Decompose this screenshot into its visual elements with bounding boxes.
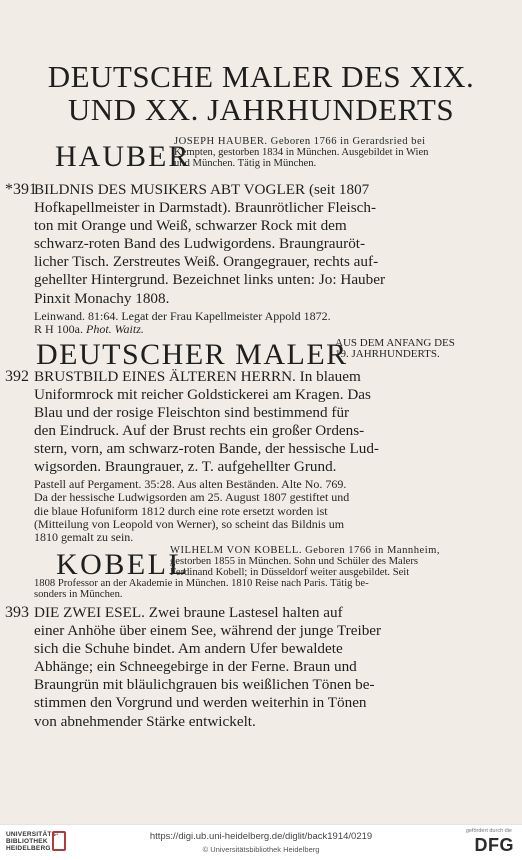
artist-bio-kobell-1: WILHELM VON KOBELL. Geboren 1766 in Mannheim,	[170, 545, 441, 556]
artist-bio-hauber-2: Kempten, gestorben 1834 in München. Ausgebildet in Wien	[174, 147, 429, 158]
artist-bio-kobell-3: Ferdinand Kobell; in Düsseldorf weiter ausgebildet. Seit	[170, 567, 410, 578]
description-line: schwarz-roten Band des Ludwigordens. Braungrauröt-	[34, 235, 366, 253]
dfg-logo[interactable]: DFG	[474, 835, 514, 855]
inventory-number: R H 100a.	[34, 322, 83, 337]
entry-description-392	[34, 368, 471, 477]
artist-name-deutscher-maler: DEUTSCHER MALER	[36, 338, 348, 371]
artist-bio-kobell-2: gestorben 1855 in München. Sohn und Schüler des Malers	[170, 556, 419, 567]
artist-bio-hauber-3: und München. Tätig in München.	[174, 158, 317, 169]
description-line: BRUSTBILD EINES ÄLTEREN HERRN. In blauem	[34, 368, 361, 385]
entry-details-392	[34, 478, 471, 544]
description-line: DIE ZWEI ESEL. Zwei braune Lastesel halten auf	[34, 604, 343, 621]
funding-note: gefördert durch die	[465, 828, 512, 834]
logo-text-line: UNIVERSITÄTS-	[6, 831, 59, 838]
page-title-line-1: DEUTSCHE MALER DES XIX.	[47, 59, 475, 94]
artist-bio-deutscher-2: 19. JAHRHUNDERTS.	[335, 348, 440, 360]
description-line: stern, vorn, am schwarz-roten Bande, der hessische Lud-	[34, 440, 379, 458]
description-line: den Eindruck. Auf der Brust rechts ein großer Ordens-	[34, 422, 365, 440]
viewer-footer	[0, 824, 522, 860]
details-line: 1810 gemalt zu sein.	[34, 530, 134, 545]
description-line: Pinxit Monachy 1808.	[34, 289, 170, 307]
description-line: sich die Schuhe bindet. Am andern Ufer bewaldete	[34, 640, 343, 658]
permalink-url[interactable]: https://digi.ub.uni-heidelberg.de/diglit/back1914/0219	[149, 831, 373, 842]
copyright-notice: © Universitätsbibliothek Heidelberg	[202, 845, 320, 854]
entry-description-393	[34, 604, 471, 731]
description-line: Uniformrock mit reicher Goldstickerei am Kragen. Das	[34, 386, 371, 404]
description-line: Hofkapellmeister in Darmstadt). Braunrötlicher Fleisch-	[34, 199, 377, 217]
description-line: von abnehmender Stärke entwickelt.	[34, 712, 256, 730]
artist-name-kobell: KOBELL	[56, 548, 190, 581]
artist-name-hauber: HAUBER	[55, 140, 191, 173]
description-line: Abhänge; ein Schneegebirge in der Ferne. Braun und	[34, 658, 357, 676]
description-line: BILDNIS DES MUSIKERS ABT VOGLER (seit 1807	[34, 181, 370, 198]
details-line: Pastell auf Pergament. 35:28. Aus alten Beständen. Alte No. 769.	[34, 477, 347, 491]
details-line: die blaue Hofuniform 1812 durch eine rote ersetzt worden ist	[34, 503, 328, 518]
description-line: gehellter Hintergrund. Bezeichnet links unten: Jo: Hauber	[34, 271, 386, 289]
description-line: licher Tisch. Zerstreutes Weiß. Orangegrauer, rechts auf-	[34, 253, 379, 271]
artist-bio-kobell-5: sonders in München.	[34, 589, 123, 600]
logo-text-line: BIBLIOTHEK	[6, 838, 48, 845]
details-line: (Mitteilung von Leopold von Werner), so scheint das Bildnis um	[34, 516, 345, 531]
description-line: Blau und der rosige Fleischton sind bestimmend für	[34, 404, 350, 422]
entry-number-393: 393	[5, 604, 29, 621]
description-line: einer Anhöhe über einem See, während der junge Treiber	[34, 622, 382, 640]
entry-details-391	[34, 310, 471, 337]
description-line: wigsorden. Braungrauer, z. T. aufgehellter Grund.	[34, 458, 337, 476]
description-line: Braungrün mit bläulichgrauen bis weißlichen Tönen be-	[34, 676, 375, 694]
entry-number-391: *391	[5, 181, 37, 198]
details-line: Leinwand. 81:64. Legat der Frau Kapellmeister Appold 1872.	[34, 309, 331, 323]
entry-description-391	[34, 181, 471, 308]
logo-text-line: HEIDELBERG	[6, 845, 51, 852]
details-line	[34, 323, 471, 336]
description-line: ton mit Orange und Weiß, schwarzer Rock mit dem	[34, 217, 347, 235]
description-line: stimmen den Vorgrund und werden weiterhin in Tönen	[34, 694, 367, 712]
entry-number-392: 392	[5, 368, 29, 385]
artist-bio-deutscher-1: AUS DEM ANFANG DES	[335, 337, 455, 349]
photo-credit: Phot. Waitz.	[86, 322, 144, 337]
details-line: Da der hessische Ludwigsorden am 25. August 1807 gestiftet und	[34, 490, 350, 505]
artist-bio-kobell-4: 1808 Professor an der Akademie in München. 1810 Reise nach Paris. Tätig be-	[34, 578, 369, 589]
page-title-line-2: UND XX. JAHRHUNDERTS	[67, 92, 455, 127]
artist-bio-hauber-1: JOSEPH HAUBER. Geboren 1766 in Gerardsried bei	[174, 136, 426, 147]
